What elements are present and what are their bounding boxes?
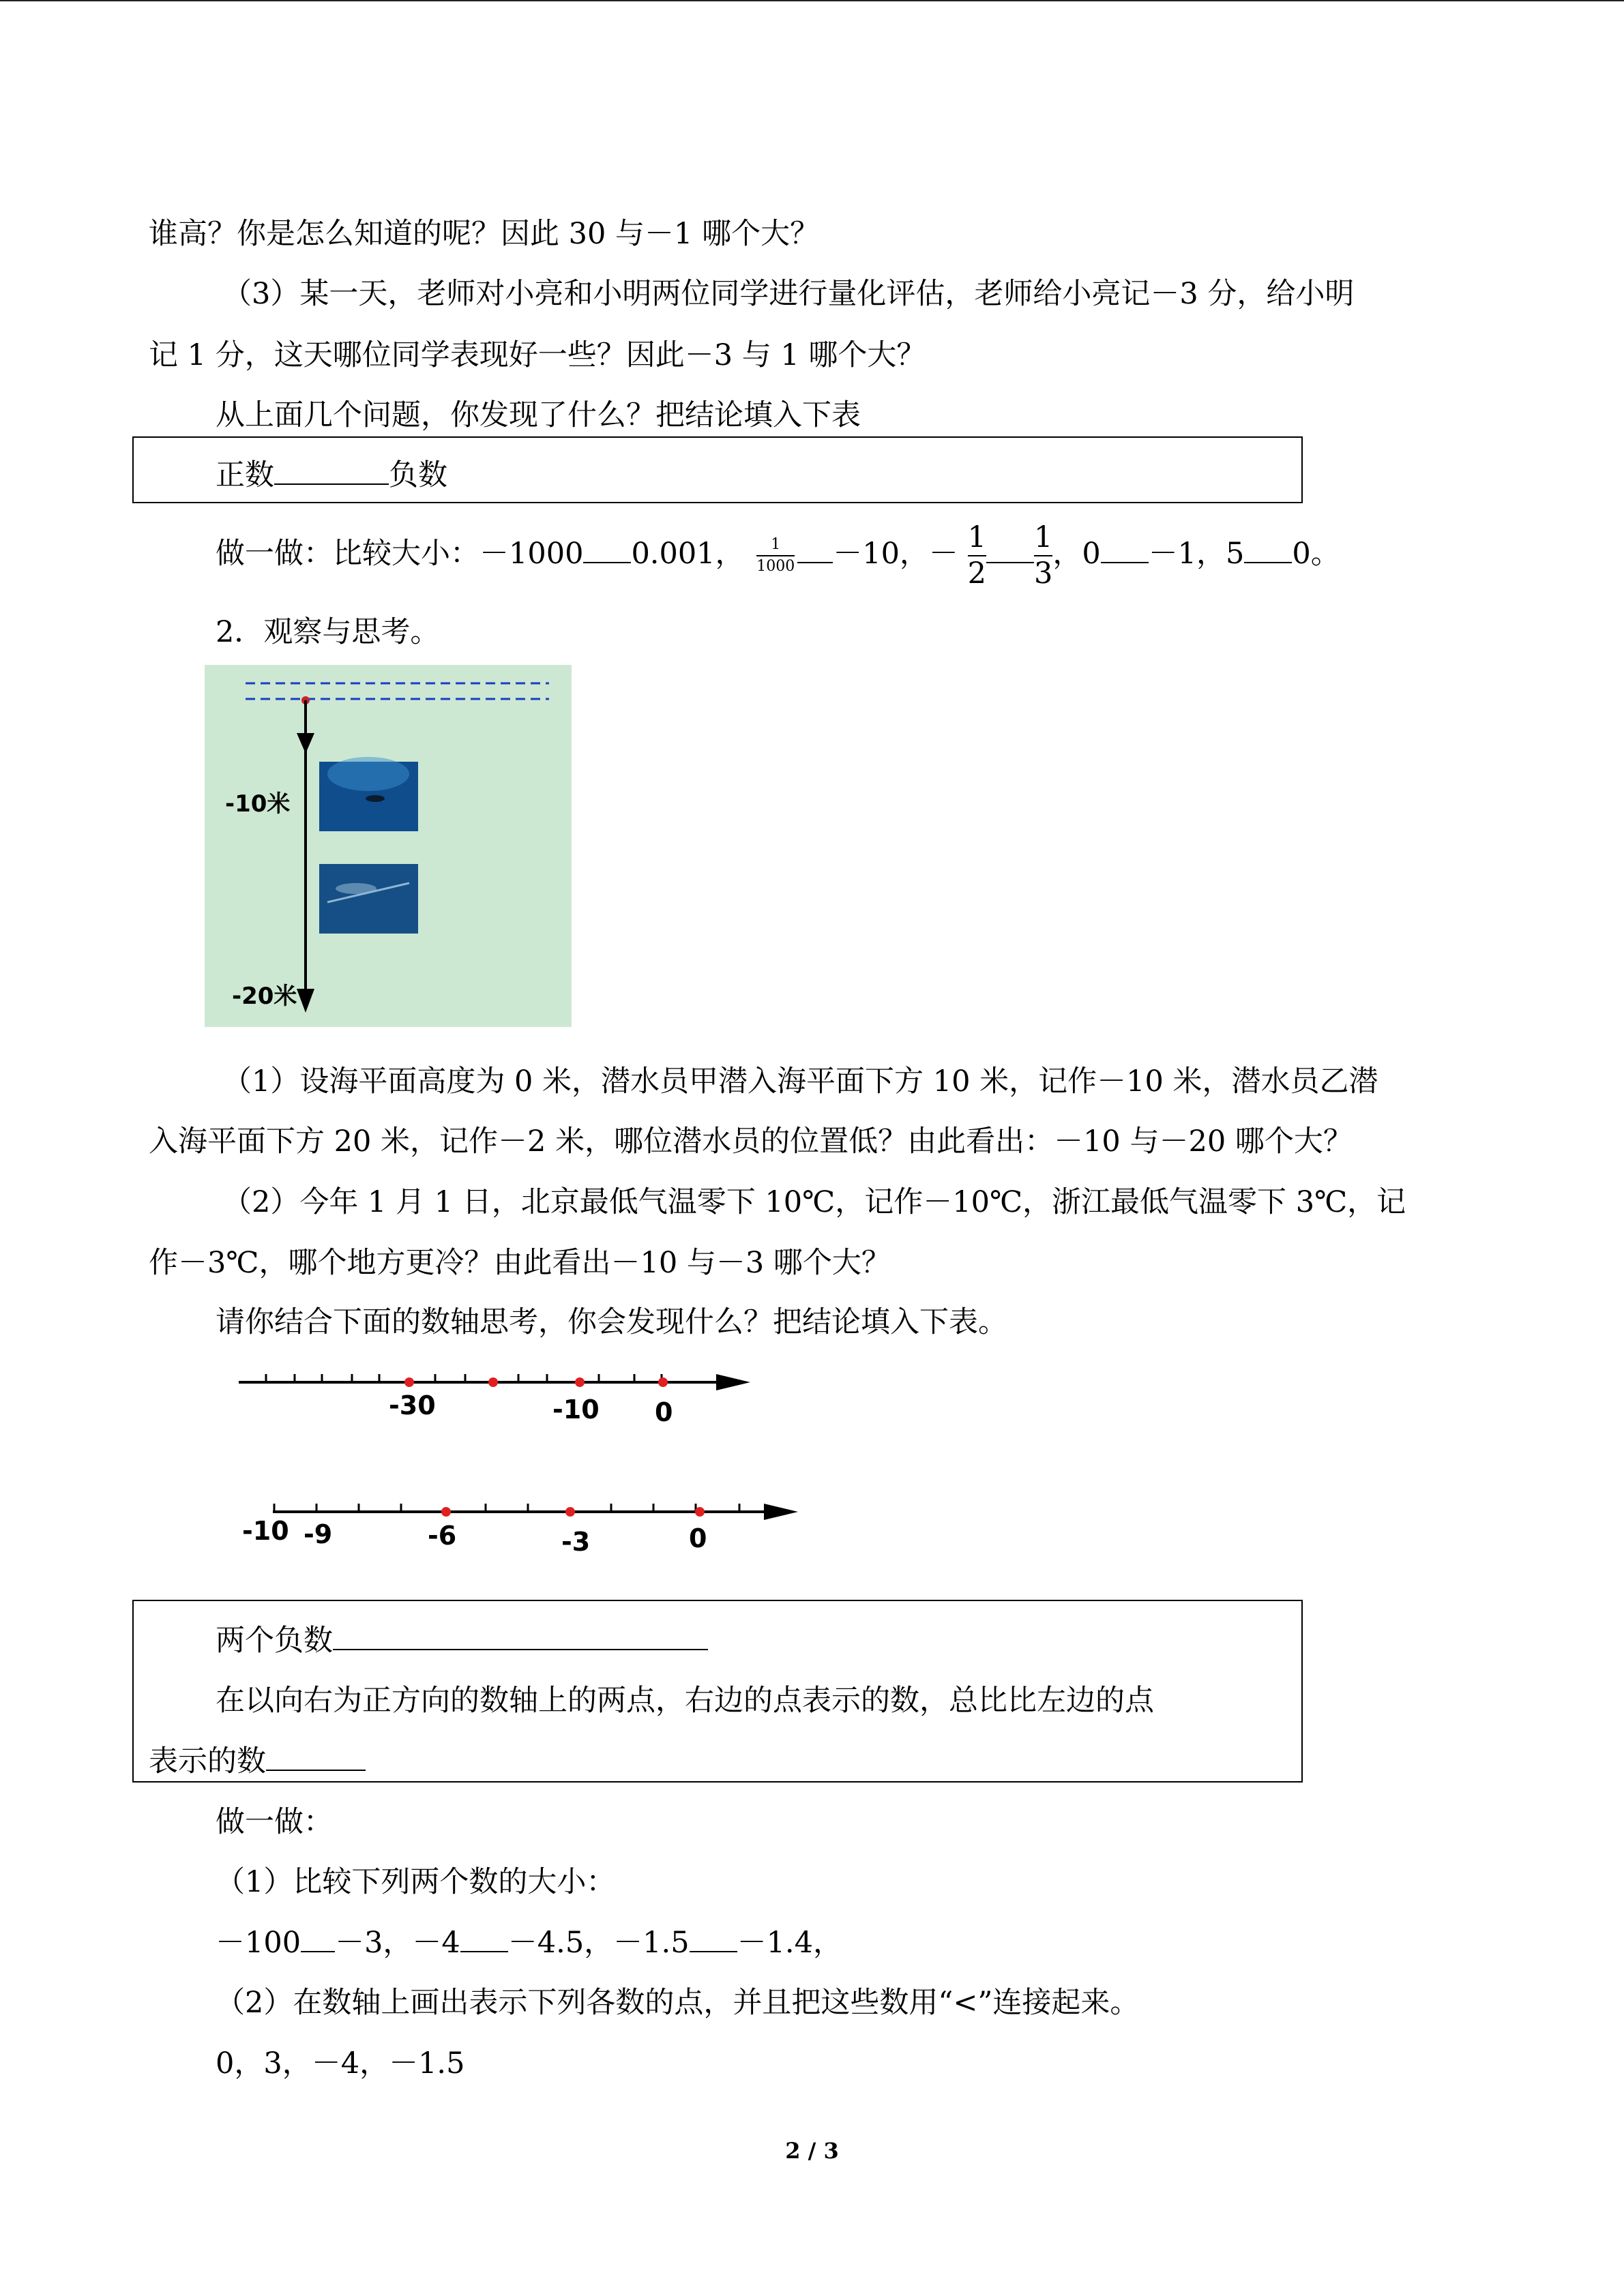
compare-row [216,516,1340,591]
fill-blank[interactable] [333,1628,708,1650]
denominator: 3 [1033,556,1053,591]
tick-label: -9 [304,1519,333,1549]
number-line-2 [232,1487,805,1562]
point [404,1377,414,1387]
label-minus-20m: -20米 [232,983,297,1010]
numerator: 1 [1033,520,1053,554]
text-line: 谁高？你是怎么知道的呢？因此 30 与－1 哪个大？ [149,217,820,251]
text-line: 0，3，－4，－1.5 [216,2046,465,2081]
tick-label: -10 [552,1395,600,1425]
point [441,1507,451,1517]
box-text: 正数 [216,458,274,492]
fill-blank[interactable] [266,1749,366,1771]
fill-blank[interactable] [986,541,1034,563]
text-line: （3）某一天，老师对小亮和小明两位同学进行量化评估，老师给小亮记－3 分，给小明 [222,277,1355,311]
text-line: 作－3℃，哪个地方更冷？由此看出－10 与－3 哪个大？ [149,1246,891,1280]
text: －10，－ [833,537,958,571]
text-line: 从上面几个问题，你发现了什么？把结论填入下表 [216,398,861,432]
box-text: 在以向右为正方向的数轴上的两点，右边的点表示的数，总比比左边的点 [216,1684,1154,1718]
fill-blank[interactable] [583,541,631,563]
point [658,1377,668,1387]
text: 做一做：比较大小：－1000 [216,537,584,571]
box-text: 负数 [389,458,447,492]
text: －100 [216,1926,301,1960]
tick-label: 0 [689,1523,707,1553]
page-number: 2 / 3 [785,2138,839,2164]
point [575,1377,585,1387]
tick-label: -3 [561,1527,591,1557]
numerator: 1 [771,536,781,553]
text-line: 记 1 分，这天哪位同学表现好一些？因此－3 与 1 哪个大？ [149,338,926,372]
text-line: 请你结合下面的数轴思考，你会发现什么？把结论填入下表。 [216,1305,1007,1339]
text-line: （2）今年 1 月 1 日，北京最低气温零下 10℃，记作－10℃，浙江最低气温零下 3℃，记 [222,1185,1406,1219]
text: －4.5，－1.5 [507,1926,690,1960]
tick-label: -30 [389,1390,436,1420]
light-glow [327,757,409,791]
label-minus-10m: -10米 [225,790,291,818]
point [488,1377,498,1387]
tick-label: 0 [655,1397,673,1427]
fraction [756,537,795,574]
point [695,1507,705,1517]
box-text: 两个负数 [216,1624,333,1658]
fill-blank[interactable] [1244,541,1292,563]
fill-blank[interactable] [274,463,389,485]
number-line-1 [225,1360,771,1435]
numerator: 1 [967,520,986,554]
fill-blank[interactable] [797,541,833,563]
denominator: 2 [967,556,986,591]
conclusion-row [216,458,447,492]
text: －1.4， [737,1926,842,1960]
fraction-bar [756,555,795,556]
fill-blank[interactable] [690,1930,737,1952]
text-line: （2）在数轴上画出表示下列各数的点，并且把这些数用“<”连接起来。 [216,1986,1140,2020]
fill-blank[interactable] [460,1930,508,1952]
box-text: 表示的数 [149,1744,266,1778]
text-line: 做一做： [216,1805,333,1839]
fraction [967,520,986,591]
text: －3，－4 [335,1926,460,1960]
diagram-background [205,665,572,1027]
point [565,1507,575,1517]
diver-diagram [205,665,572,1027]
axis-arrow [764,1504,798,1520]
top-border [0,0,1624,1]
denominator: 1000 [756,558,795,575]
fraction [1033,520,1053,591]
text: －1，5 [1148,537,1245,571]
conclusion-row [149,1744,366,1778]
diver-photo-2 [319,864,418,934]
text: 0.001， [631,537,745,571]
text-line: 入海平面下方 20 米，记作－2 米，哪位潜水员的位置低？由此看出：－10 与－20 哪个大？ [149,1124,1353,1159]
text: ，0 [1052,537,1101,571]
text: 0。 [1292,537,1340,571]
conclusion-row [216,1626,708,1656]
text-line: （1）设海平面高度为 0 米，潜水员甲潜入海平面下方 10 米，记作－10 米，潜水员乙潜 [222,1064,1378,1099]
tick-label: -10 [242,1516,289,1546]
section-heading: 2．观察与思考。 [216,615,440,649]
diver-silhouette [366,795,385,802]
fill-blank[interactable] [301,1930,335,1952]
compare-row [216,1928,842,1958]
axis-arrow [716,1374,750,1390]
text-line: （1）比较下列两个数的大小： [216,1865,616,1899]
fill-blank[interactable] [1101,541,1149,563]
tick-label: -6 [428,1521,457,1551]
